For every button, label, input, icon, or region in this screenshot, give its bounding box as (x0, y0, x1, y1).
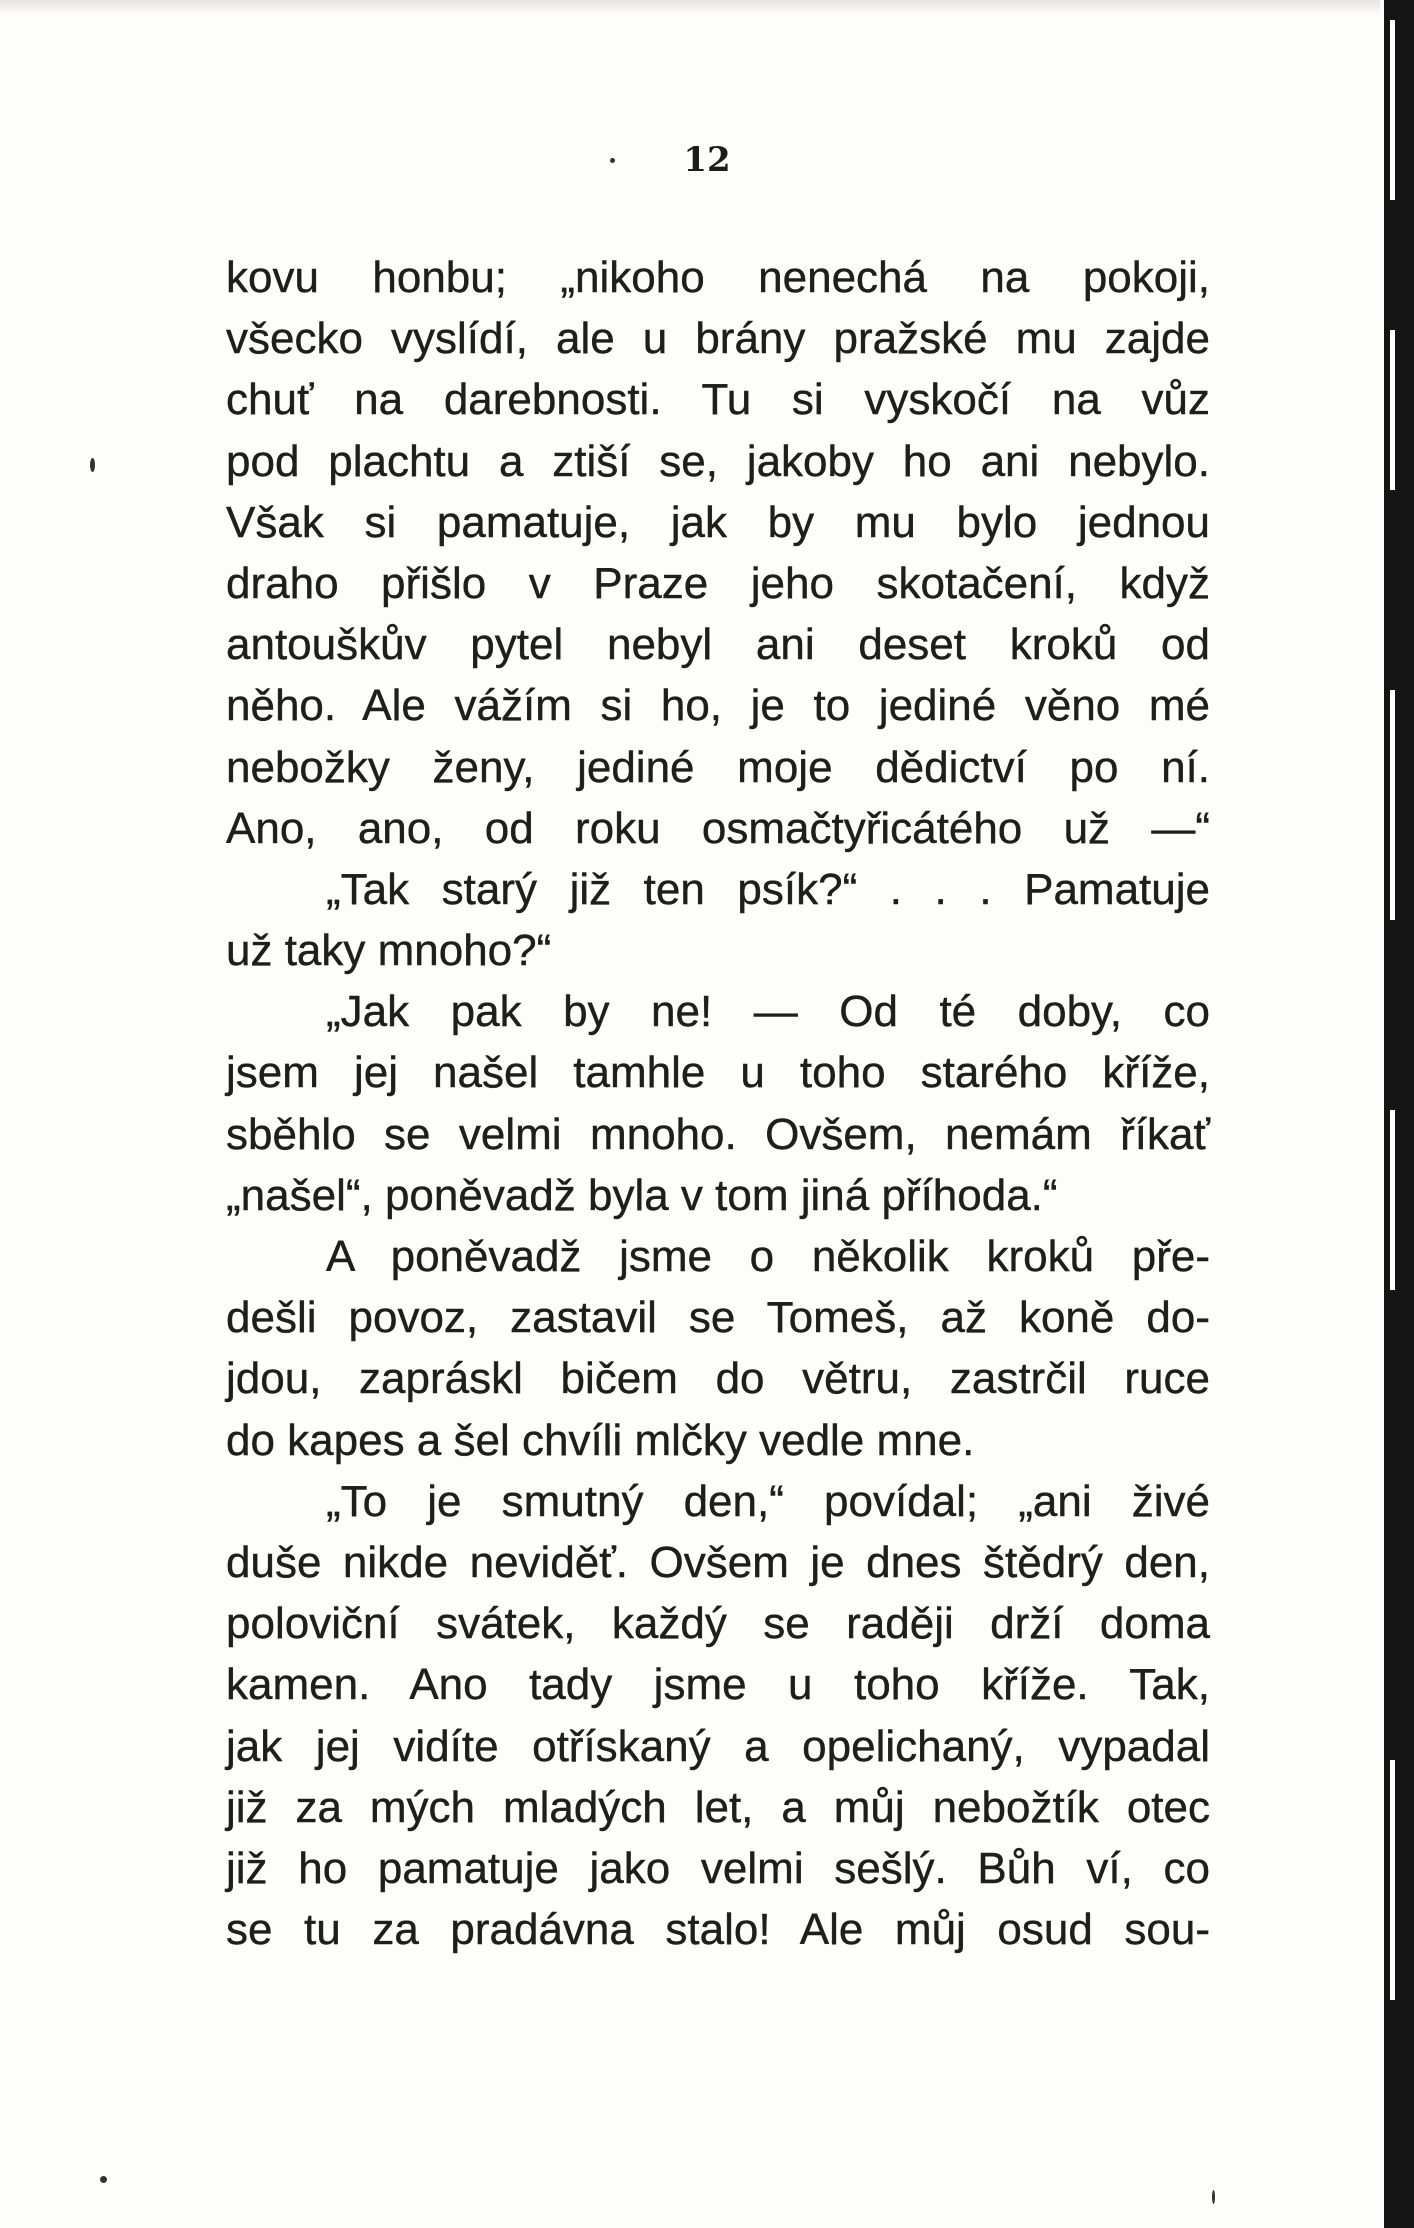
text-line: duše nikde neviděť. Ovšem je dnes štědrý den, (226, 1537, 1210, 1587)
text-line: Však si pamatuje, jak by mu bylo jednou (226, 497, 1210, 547)
text-line: dešli povoz, zastavil se Tomeš, až koně do- (226, 1293, 1210, 1343)
edge-gap (1390, 690, 1395, 920)
edge-gap (1390, 20, 1395, 200)
page-number: 12 (683, 140, 731, 180)
scan-top-shadow (0, 0, 1380, 14)
scan-edge-border (1384, 0, 1414, 2228)
text-line: kamen. Ano tady jsme u toho kříže. Tak, (226, 1660, 1210, 1710)
text-line: jsem jej našel tamhle u toho starého kříže, (226, 1048, 1210, 1098)
text-line: draho přišlo v Praze jeho skotačení, když (226, 558, 1210, 608)
text-line: už taky mnoho?“ (226, 926, 552, 976)
edge-gap (1390, 330, 1395, 490)
text-line: jak jej vidíte otřískaný a opelichaný, vypadal (226, 1721, 1210, 1771)
text-line: „Jak pak by ne! — Od té doby, co (326, 987, 1210, 1037)
body-text (226, 247, 1210, 1960)
text-line: nebožky ženy, jediné moje dědictví po ní. (226, 742, 1210, 792)
scan-speck (610, 158, 615, 163)
edge-gap (1390, 1760, 1395, 2000)
scan-speck (1212, 2190, 1215, 2204)
text-line: do kapes a šel chvíli mlčky vedle mne. (226, 1415, 975, 1465)
text-line: sběhlo se velmi mnoho. Ovšem, nemám říkať (226, 1109, 1210, 1159)
text-line: již za mých mladých let, a můj nebožtík otec (226, 1782, 1210, 1832)
text-line: A poněvadž jsme o několik kroků pře- (326, 1232, 1210, 1281)
text-line: jdou, zapráskl bičem do větru, zastrčil ruce (226, 1354, 1210, 1404)
text-line: se tu za pradávna stalo! Ale můj osud sou- (226, 1905, 1210, 1955)
text-line: chuť na darebnosti. Tu si vyskočí na vůz (226, 375, 1210, 425)
text-line: kovu honbu; „nikoho nenechá na pokoji, (226, 253, 1210, 302)
text-line: všecko vyslídí, ale u brány pražské mu zajde (226, 314, 1210, 364)
text-line: něho. Ale vážím si ho, je to jediné věno mé (226, 681, 1210, 731)
text-line: „To je smutný den,“ povídal; „ani živé (326, 1476, 1210, 1526)
text-line: Ano, ano, od roku osmačtyřicátého už —“ (226, 803, 1210, 853)
text-line: „Tak starý již ten psík?“ . . . Pamatuje (326, 864, 1210, 914)
text-line: antouškův pytel nebyl ani deset kroků od (226, 620, 1210, 670)
scan-speck (100, 2176, 107, 2183)
text-line: „našel“, poněvadž byla v tom jiná příhoda.“ (226, 1170, 1058, 1220)
scan-speck (90, 458, 95, 472)
edge-gap (1390, 1110, 1395, 1290)
text-line: poloviční svátek, každý se raději drží doma (226, 1599, 1210, 1649)
text-line: pod plachtu a ztiší se, jakoby ho ani nebylo. (226, 436, 1210, 486)
text-line: již ho pamatuje jako velmi sešlý. Bůh ví, co (226, 1843, 1210, 1893)
